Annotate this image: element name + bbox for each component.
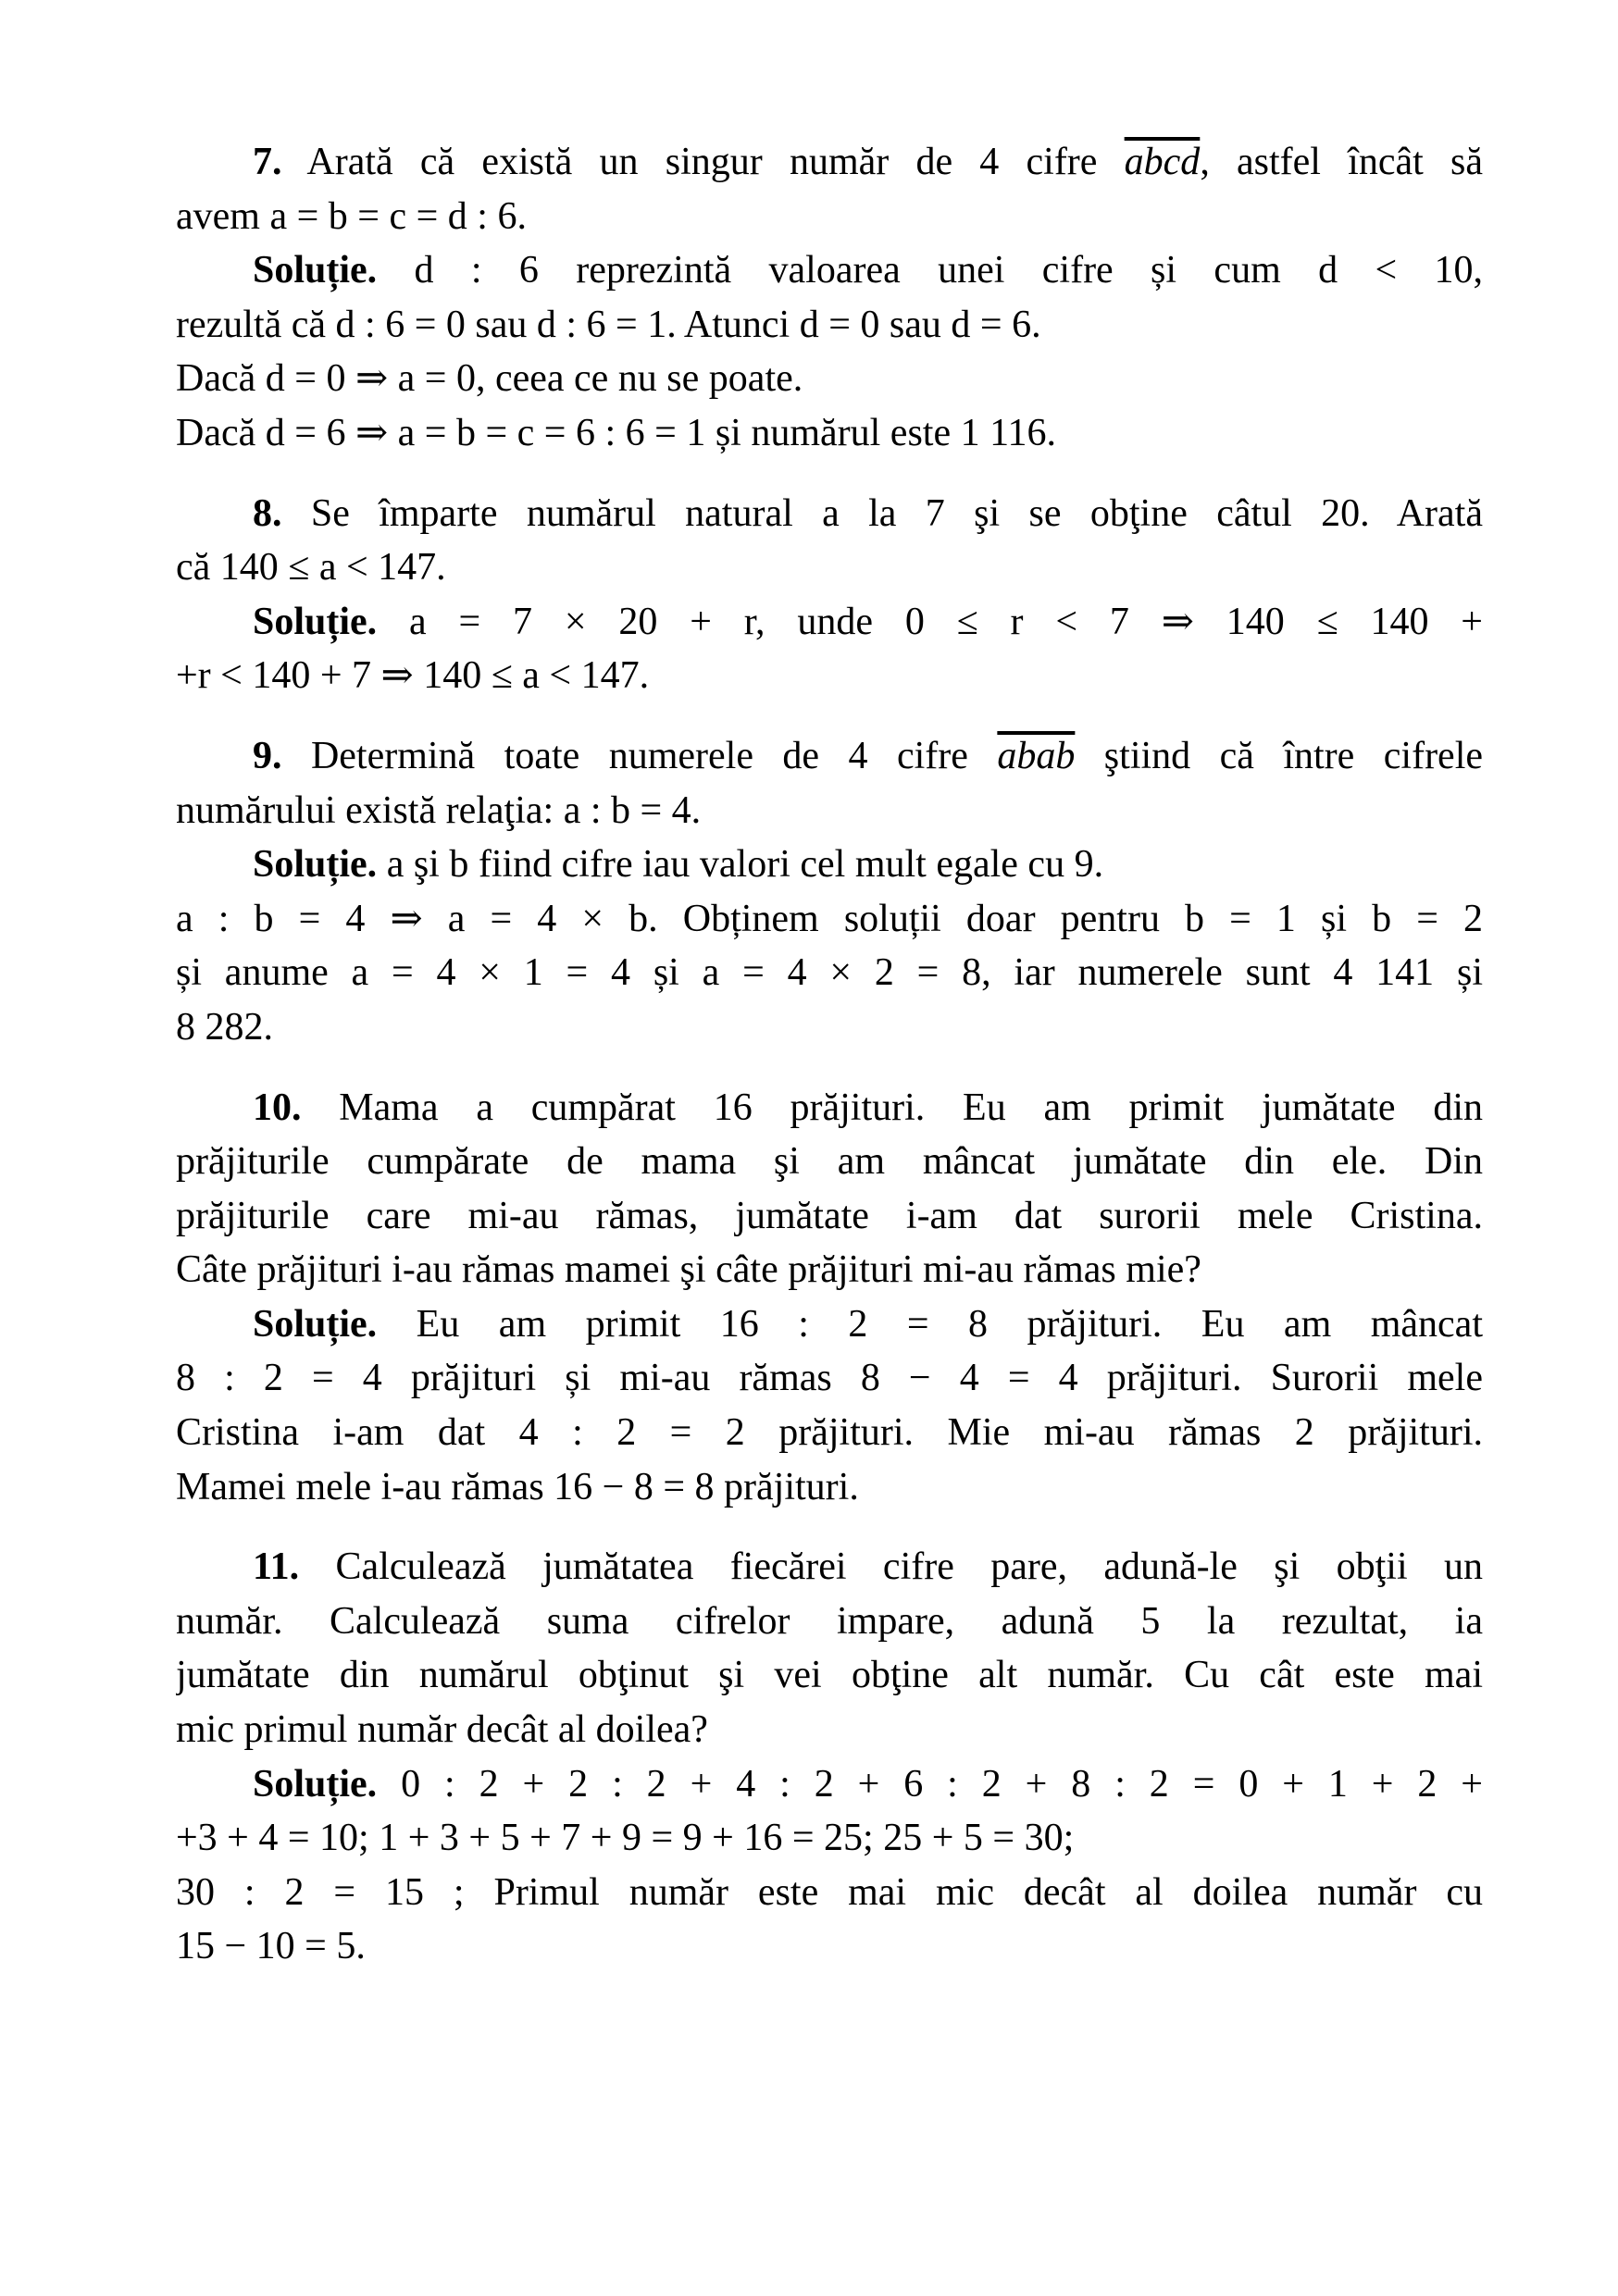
problem-number: 10.: [253, 1086, 302, 1129]
line-text: , astfel încât să: [1200, 141, 1483, 183]
text-line: [176, 1648, 1483, 1703]
problem-8: [176, 487, 1483, 703]
solution-label: Soluție.: [253, 600, 378, 643]
line-text: Dacă d = 6 ⇒ a = b = c = 6 : 6 = 1 și numărul este 1 116.: [176, 411, 1057, 454]
problem-11: [176, 1540, 1483, 1974]
text-line: [176, 595, 1483, 650]
text-line: [176, 1297, 1483, 1352]
text-line: [176, 892, 1483, 947]
text-line: [176, 1135, 1483, 1189]
text-line: [176, 1703, 1483, 1757]
text-line: [176, 729, 1483, 784]
problem-9: [176, 729, 1483, 1055]
line-text: +r < 140 + 7 ⇒ 140 ≤ a < 147.: [176, 654, 650, 698]
solution-label: Soluție.: [253, 249, 378, 292]
text-line: [176, 135, 1483, 190]
line-text: 0 : 2 + 2 : 2 + 4 : 2 + 6 : 2 + 8 : 2 = 0 + 1 + 2 +: [377, 1762, 1483, 1806]
text-line: [176, 540, 1483, 595]
text-line: [176, 243, 1483, 298]
line-text: rezultă că d : 6 = 0 sau d : 6 = 1. Atunci d = 0 sau d = 6.: [176, 303, 1041, 346]
text-line: [176, 1595, 1483, 1649]
line-text: avem a = b = c = d : 6.: [176, 194, 527, 238]
solution-label: Soluție.: [253, 1762, 378, 1806]
text-line: [176, 784, 1483, 838]
text-line: [176, 649, 1483, 703]
line-text: jumătate din numărul obţinut şi vei obţine alt număr. Cu cât este mai: [176, 1654, 1483, 1697]
text-line: [176, 838, 1483, 892]
line-text: mic primul număr decât al doilea?: [176, 1708, 708, 1752]
line-text: ştiind că între cifrele: [1075, 734, 1483, 777]
solution-label: Soluție.: [253, 1302, 378, 1346]
problem-number: 7.: [253, 141, 282, 183]
line-text: a şi b fiind cifre iau valori cel mult egale cu 9.: [377, 843, 1104, 887]
solution-label: Soluție.: [253, 843, 378, 887]
text-line: [176, 1460, 1483, 1515]
line-text: Calculează jumătatea fiecărei cifre pare, adună-le şi obţii un: [299, 1545, 1483, 1589]
line-text: Determină toate numerele de 4 cifre: [281, 734, 998, 777]
line-text: Dacă d = 0 ⇒ a = 0, ceea ce nu se poate.: [176, 357, 803, 401]
line-text: Câte prăjituri i-au rămas mamei şi câte prăjituri mi-au rămas mie?: [176, 1248, 1201, 1292]
text-line: [176, 406, 1483, 461]
text-line: [176, 1919, 1483, 1974]
line-text: 8 282.: [176, 1005, 273, 1049]
line-text: prăjiturile cumpărate de mama şi am mâncat jumătate din ele. Din: [176, 1140, 1483, 1184]
overlined-number: abcd: [1124, 141, 1201, 183]
text-line: [176, 1081, 1483, 1136]
line-text: Se împarte numărul natural a la 7 şi se obţine câtul 20. Arată: [281, 491, 1483, 535]
line-text: numărului există relaţia: a : b = 4.: [176, 788, 702, 832]
text-line: [176, 1189, 1483, 1244]
line-text: a = 7 × 20 + r, unde 0 ≤ r < 7 ⇒ 140 ≤ 140 +: [377, 600, 1483, 643]
document-page: [176, 135, 1483, 2000]
problem-number: 11.: [253, 1545, 300, 1589]
problem-10: [176, 1081, 1483, 1515]
text-line: [176, 298, 1483, 353]
line-text: d : 6 reprezintă valoarea unei cifre și cum d < 10,: [377, 249, 1483, 292]
line-text: Mama a cumpărat 16 prăjituri. Eu am primit jumătate din: [301, 1086, 1483, 1129]
problem-number: 8.: [253, 491, 282, 535]
text-line: [176, 1757, 1483, 1812]
line-text: +3 + 4 = 10; 1 + 3 + 5 + 7 + 9 = 9 + 16 = 25; 25 + 5 = 30;: [176, 1817, 1075, 1860]
text-line: [176, 1243, 1483, 1297]
text-line: [176, 352, 1483, 406]
text-line: [176, 487, 1483, 541]
line-text: prăjiturile care mi-au rămas, jumătate i-am dat surorii mele Cristina.: [176, 1194, 1483, 1237]
line-text: 15 − 10 = 5.: [176, 1925, 366, 1968]
problem-7: [176, 135, 1483, 461]
line-text: 30 : 2 = 15 ; Primul număr este mai mic decât al doilea număr cu: [176, 1870, 1483, 1914]
line-text: număr. Calculează suma cifrelor impare, adună 5 la rezultat, ia: [176, 1599, 1483, 1643]
text-line: [176, 946, 1483, 1000]
line-text: și anume a = 4 × 1 = 4 și a = 4 × 2 = 8, iar numerele sunt 4 141 și: [176, 951, 1483, 995]
text-line: [176, 1406, 1483, 1460]
line-text: că 140 ≤ a < 147.: [176, 546, 446, 590]
text-line: [176, 1000, 1483, 1055]
line-text: Cristina i-am dat 4 : 2 = 2 prăjituri. Mie mi-au rămas 2 prăjituri.: [176, 1411, 1483, 1455]
text-line: [176, 1811, 1483, 1866]
line-text: 8 : 2 = 4 prăjituri și mi-au rămas 8 − 4 = 4 prăjituri. Surorii mele: [176, 1357, 1483, 1400]
text-line: [176, 1866, 1483, 1920]
line-text: Eu am primit 16 : 2 = 8 prăjituri. Eu am mâncat: [377, 1302, 1483, 1346]
line-text: a : b = 4 ⇒ a = 4 × b. Obținem soluții doar pentru b = 1 și b = 2: [176, 897, 1483, 940]
text-line: [176, 1540, 1483, 1595]
text-line: [176, 190, 1483, 244]
line-text: Mamei mele i-au rămas 16 − 8 = 8 prăjituri.: [176, 1465, 859, 1508]
problem-number: 9.: [253, 734, 282, 777]
overlined-number: abab: [997, 734, 1076, 777]
text-line: [176, 1351, 1483, 1406]
line-text: Arată că există un singur număr de 4 cifre: [281, 141, 1125, 183]
